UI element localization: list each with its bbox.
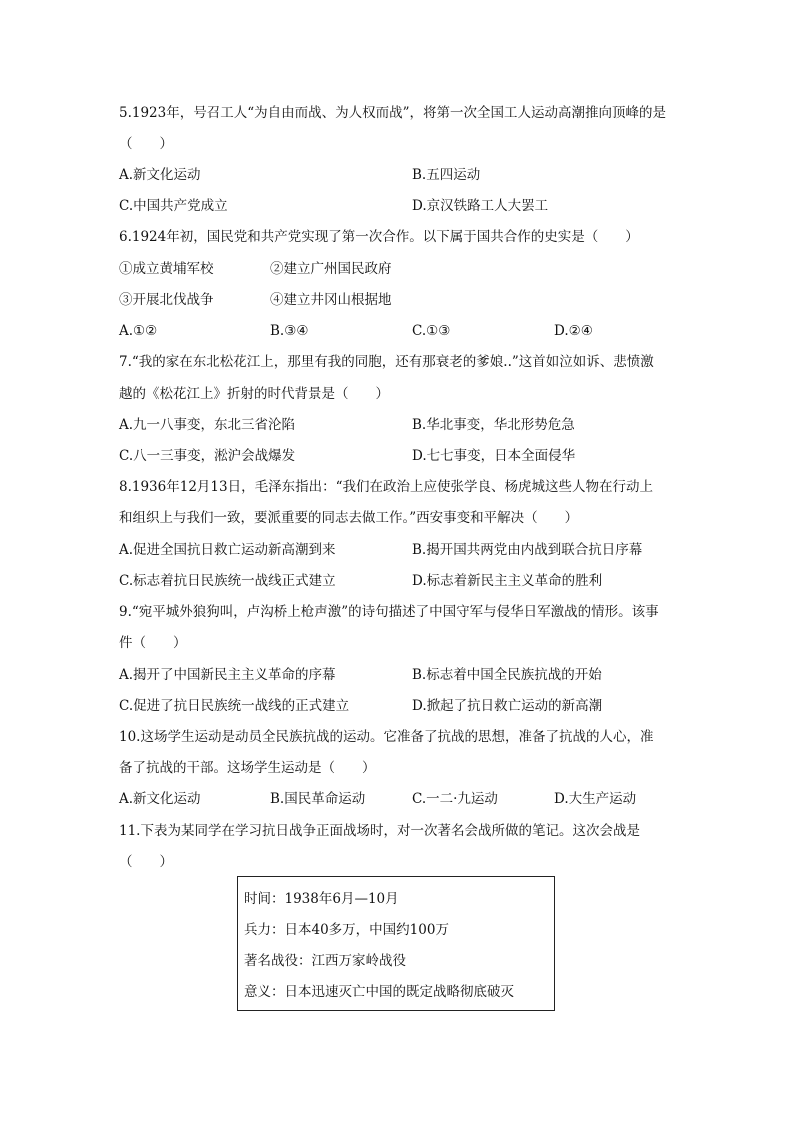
- q7-option-c: C.八一三事变，淞沪会战爆发: [119, 448, 296, 464]
- q10-option-d: D.大生产运动: [554, 791, 637, 807]
- q8-stem-line-2: 和组织上与我们一致，要派重要的同志去做工作。”西安事变和平解决（ ）: [119, 510, 579, 526]
- q9-option-d: D.掀起了抗日救亡运动的新高潮: [412, 698, 603, 714]
- note-famous-battle: 著名战役：江西万家岭战役: [244, 953, 406, 969]
- q11-note-box: [237, 876, 555, 1011]
- q9-stem-line-1: 9.“宛平城外狼狗叫，卢沟桥上枪声激”的诗句描述了中国守军与侵华日军激战的情形。该事: [119, 604, 659, 620]
- q6-stem-line-1: 6.1924年初，国民党和共产党实现了第一次合作。以下属于国共合作的史实是（ ）: [119, 229, 639, 245]
- q11-stem-line-1: 11.下表为某同学在学习抗日战争正面战场时，对一次著名会战所做的笔记。这次会战是: [119, 823, 640, 839]
- q8-option-b: B.揭开国共两党由内战到联合抗日序幕: [412, 542, 643, 558]
- q9-option-a: A.揭开了中国新民主主义革命的序幕: [119, 667, 336, 683]
- note-time: 时间：1938年6月—10月: [244, 891, 399, 907]
- q5-option-c: C.中国共产党成立: [119, 198, 228, 214]
- note-forces: 兵力：日本40多万，中国约100万: [244, 922, 449, 938]
- q10-option-c: C.一二·九运动: [412, 791, 498, 807]
- q6-item-1: ①成立黄埔军校: [119, 261, 214, 277]
- q6-item-4: ④建立井冈山根据地: [270, 292, 392, 308]
- q9-stem-line-2: 件（ ）: [119, 635, 187, 651]
- q9-option-b: B.标志着中国全民族抗战的开始: [412, 667, 602, 683]
- q5-stem-line-1: 5.1923年，号召工人“为自由而战、为人权而战”，将第一次全国工人运动高潮推向顶峰的是: [119, 105, 667, 121]
- q8-stem-line-1: 8.1936年12月13日，毛泽东指出：“我们在政治上应使张学良、杨虎城这些人物在行动上: [119, 479, 653, 495]
- q5-option-a: A.新文化运动: [119, 167, 201, 183]
- q10-stem-line-1: 10.这场学生运动是动员全民族抗战的运动。它准备了抗战的思想，准备了抗战的人心，准: [119, 729, 654, 745]
- q7-stem-line-2: 越的《松花江上》折射的时代背景是（ ）: [119, 386, 389, 402]
- q7-option-b: B.华北事变，华北形势危急: [412, 417, 575, 433]
- q7-option-d: D.七七事变，日本全面侵华: [412, 448, 576, 464]
- q6-option-c: C.①③: [412, 323, 451, 339]
- q11-stem-line-2: （ ）: [119, 854, 173, 870]
- q6-option-b: B.③④: [270, 323, 309, 339]
- q7-option-a: A.九一八事变，东北三省沦陷: [119, 417, 296, 433]
- note-significance: 意义：日本迅速灭亡中国的既定战略彻底破灭: [244, 984, 514, 1000]
- q6-option-d: D.②④: [554, 323, 593, 339]
- q6-option-a: A.①②: [119, 323, 158, 339]
- q8-option-a: A.促进全国抗日救亡运动新高潮到来: [119, 542, 336, 558]
- q10-option-b: B.国民革命运动: [270, 791, 366, 807]
- q5-option-b: B.五四运动: [412, 167, 481, 183]
- q6-item-3: ③开展北伐战争: [119, 292, 214, 308]
- q5-stem-line-2: （ ）: [119, 136, 173, 152]
- q9-option-c: C.促进了抗日民族统一战线的正式建立: [119, 698, 350, 714]
- q10-option-a: A.新文化运动: [119, 791, 201, 807]
- q10-stem-line-2: 备了抗战的干部。这场学生运动是（ ）: [119, 760, 376, 776]
- q8-option-d: D.标志着新民主主义革命的胜利: [412, 573, 603, 589]
- q5-option-d: D.京汉铁路工人大罢工: [412, 198, 549, 214]
- q8-option-c: C.标志着抗日民族统一战线正式建立: [119, 573, 336, 589]
- q6-item-2: ②建立广州国民政府: [270, 261, 392, 277]
- q7-stem-line-1: 7.“我的家在东北松花江上，那里有我的同胞，还有那衰老的爹娘..”这首如泣如诉、悲愤激: [119, 354, 654, 370]
